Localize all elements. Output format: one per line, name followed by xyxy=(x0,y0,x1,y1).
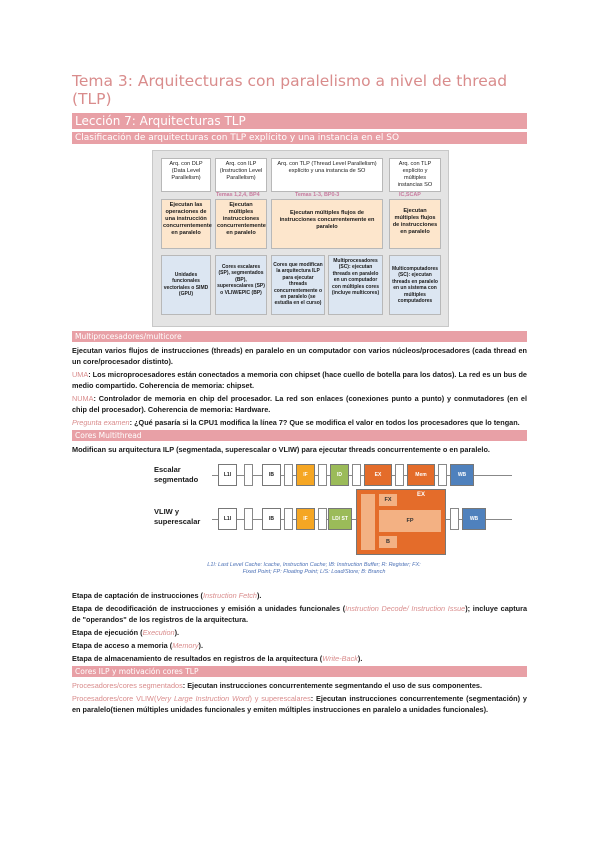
dlp-examples: Unidades funcionales vectoriales o SIMD (GPU) xyxy=(161,255,211,315)
vliw-cores-paragraph xyxy=(72,693,527,715)
stage-writeback-text: Etapa de almacenamiento de resultados en registros de la arquitectura ( xyxy=(72,654,323,663)
scalar-buffer-5 xyxy=(395,464,404,486)
vliw-cores-text: : Ejecutan instrucciones concurrentemente (segmentación) y en paralelo(tienen múltiples unidades funcionales y emiten múltiples instrucciones en paralelo a unidades funcionales). xyxy=(72,694,527,714)
stage-fetch-close: ). xyxy=(256,591,262,600)
tlp-multi-os-column xyxy=(389,158,441,320)
vliw-buffer-4 xyxy=(450,508,459,530)
vliw-ib-stage: IB xyxy=(262,508,281,530)
lesson-heading: Lección 7: Arquitecturas TLP xyxy=(72,113,527,129)
segmented-cores-paragraph xyxy=(72,680,527,691)
scalar-buffer-3 xyxy=(318,464,327,486)
stage-execute xyxy=(72,627,527,638)
vliw-buffer-2 xyxy=(284,508,293,530)
scalar-buffer-6 xyxy=(438,464,447,486)
tlp-column xyxy=(271,158,383,320)
stage-decode-text: Etapa de decodificación de instrucciones y emisión a unidades funcionales ( xyxy=(72,604,346,613)
vliw-ldst-stage: LD/ ST xyxy=(328,508,352,530)
stage-fetch-text: Etapa de captación de instrucciones ( xyxy=(72,591,203,600)
vliw-cache-stage: L1I xyxy=(218,508,237,530)
scalar-id-stage: ID xyxy=(330,464,349,486)
vliw-ex-label: EX xyxy=(416,492,425,498)
vliw-if-stage: IF xyxy=(296,508,315,530)
vliw-label-2: Very Large Instruction Word xyxy=(156,694,250,703)
vliw-buffer-3 xyxy=(318,508,327,530)
section-multithread-heading: Cores Multithread xyxy=(72,430,527,441)
exam-question-paragraph xyxy=(72,417,527,428)
vliw-label-1: Procesadores/core VLIW( xyxy=(72,694,157,703)
stage-memory-term: Memory xyxy=(172,641,199,650)
ilp-description: Ejecutan múltiples instrucciones concurrentemente en paralelo xyxy=(215,199,267,249)
tlp-description: Ejecutan múltiples flujos de instrucciones concurrentemente en paralelo xyxy=(271,199,383,249)
stage-execute-text: Etapa de ejecución ( xyxy=(72,628,143,637)
tlp-multi-os-description: Ejecutan múltiples flujos de instrucciones en paralelo xyxy=(389,199,441,249)
ilp-topics-tag: Temas 1,2,4, BP4 xyxy=(216,192,260,198)
dlp-column xyxy=(161,158,211,320)
page xyxy=(72,72,527,717)
stage-memory-text: Etapa de acceso a memoria ( xyxy=(72,641,173,650)
stage-execute-close: ). xyxy=(174,628,180,637)
tlp-multi-os-examples: Multicomputadores (SC): ejecutan threads en paralelo en un sistema con múltiples computadores xyxy=(389,255,441,315)
scalar-if-stage: IF xyxy=(296,464,315,486)
scalar-buffer-2 xyxy=(284,464,293,486)
tlp-header: Arq. con TLP (Thread Level Parallelism) explícito y una instancia de SO xyxy=(271,158,383,192)
stage-writeback xyxy=(72,653,527,664)
numa-label: NUMA xyxy=(72,394,94,403)
vliw-pipeline-label: VLIW y superescalar xyxy=(154,507,201,526)
uma-paragraph xyxy=(72,369,527,391)
dlp-description: Ejecutan las operaciones de una instrucción concurrentemente en paralelo xyxy=(161,199,211,249)
tlp-examples xyxy=(271,255,383,315)
stage-memory xyxy=(72,640,527,651)
tlp-multi-os-header: Arq. con TLP explícito y múltiples instancias SO xyxy=(389,158,441,192)
stage-memory-close: ). xyxy=(198,641,204,650)
scalar-buffer-4 xyxy=(352,464,361,486)
stage-writeback-close: ). xyxy=(357,654,363,663)
tlp-multiprocessors: Multiprocesadores (SC): ejecutan threads en paralelo en un computador con múltiples cores (incluye multicores) xyxy=(328,255,383,315)
vliw-fp-unit: FP xyxy=(379,510,441,532)
stage-decode xyxy=(72,603,527,625)
tlp-multi-os-tag: IC,SCAP xyxy=(399,192,421,198)
uma-text: : Los microprocesadores están conectados a memoria con chipset (hace cuello de botella para los datos). La red es un bus de medio compartido. Coherencia de memoria: chipset. xyxy=(72,370,527,390)
exam-question-label: Pregunta examen xyxy=(72,418,130,427)
pipeline-caption: L1I: Last Level Cache: Icache, Instruction Cache; IB: Instruction Buffer; R: Register; FX: Fixed Point; FP: Floating Point; L/S: Load/Store; B: Branch xyxy=(207,562,421,575)
scalar-ib-stage: IB xyxy=(262,464,281,486)
scalar-ex-stage: EX xyxy=(364,464,392,486)
pipeline-figure xyxy=(72,459,527,584)
multiprocessors-definition-text: Ejecutan varios flujos de instrucciones (threads) en paralelo en un computador con varios núcleos/procesadores (cada thread en un core/procesador distinto). xyxy=(72,346,527,366)
scalar-pipeline-label: Escalar segmentado xyxy=(154,465,199,484)
section-multiprocessors-heading: Multiprocesadores/multicore xyxy=(72,331,527,342)
multithread-definition: Modifican su arquitectura ILP (segmentada, superescalar o VLIW) para ejecutar threads concurrentemente o en paralelo. xyxy=(72,445,490,454)
segmented-cores-text: : Ejecutan instrucciones concurrentemente segmentando el uso de sus componentes. xyxy=(182,681,482,690)
page-title: Tema 3: Arquitecturas con paralelismo a nivel de thread (TLP) xyxy=(72,72,508,108)
stage-writeback-term: Write-Back xyxy=(322,654,358,663)
numa-paragraph xyxy=(72,393,527,415)
scalar-mem-stage: Mem xyxy=(407,464,435,486)
stage-decode-rest: ); incluye captura de "operandos" de los registros de la arquitectura. xyxy=(72,604,528,624)
vliw-register-column xyxy=(361,494,375,550)
vliw-fx-unit: FX xyxy=(379,494,397,506)
stage-execute-term: Execution xyxy=(142,628,175,637)
tlp-topics-tag: Temas 1-3, BP0-3 xyxy=(295,192,340,198)
section-classification-heading: Clasificación de arquitecturas con TLP explícito y una instancia en el SO xyxy=(72,132,527,144)
ilp-header: Arq. con ILP (Instruction Level Parallelism) xyxy=(215,158,267,192)
ilp-examples: Cores escalares (SP), segmentados (BP), superescalares (SP) o VLIW/EPIC (BP) xyxy=(215,255,267,315)
section-ilp-heading: Cores ILP y motivación cores TLP xyxy=(72,666,527,677)
numa-text: : Controlador de memoria en chip del procesador. La red son enlaces (conexiones punto a punto) y conmutadores (en el chip del procesador). Coherencia de memoria: Hardware. xyxy=(72,394,527,414)
dlp-header: Arq. con DLP (Data Level Parallelism) xyxy=(161,158,211,192)
exam-question-text: : ¿Qué pasaría si la CPU1 modifica la línea 7? Que se modifica el valor en todos los procesadores que lo tengan. xyxy=(129,418,520,427)
vliw-branch-unit: B xyxy=(379,536,397,548)
ilp-column xyxy=(215,158,267,320)
stage-fetch xyxy=(72,590,527,601)
tlp-multithread-cores: Cores que modifican la arquitectura ILP para ejecutar threads concurrentemente o en paralelo (se estudia en el curso) xyxy=(271,255,325,315)
stage-decode-term: Instruction Decode/ Instruction Issue xyxy=(345,604,466,613)
vliw-buffer-1 xyxy=(244,508,253,530)
classification-figure xyxy=(152,150,449,327)
segmented-cores-label: Procesadores/cores segmentados xyxy=(72,681,183,690)
stage-fetch-term: Instruction Fetch xyxy=(202,591,257,600)
uma-label: UMA xyxy=(72,370,89,379)
scalar-wb-stage: WB xyxy=(450,464,474,486)
scalar-buffer-1 xyxy=(244,464,253,486)
vliw-label-3: ) y xyxy=(249,694,262,703)
vliw-wb-stage: WB xyxy=(462,508,486,530)
scalar-cache-stage: L1I xyxy=(218,464,237,486)
vliw-execution-block xyxy=(356,489,446,555)
multiprocessors-definition xyxy=(72,345,527,367)
vliw-label-4: superescalares xyxy=(261,694,311,703)
